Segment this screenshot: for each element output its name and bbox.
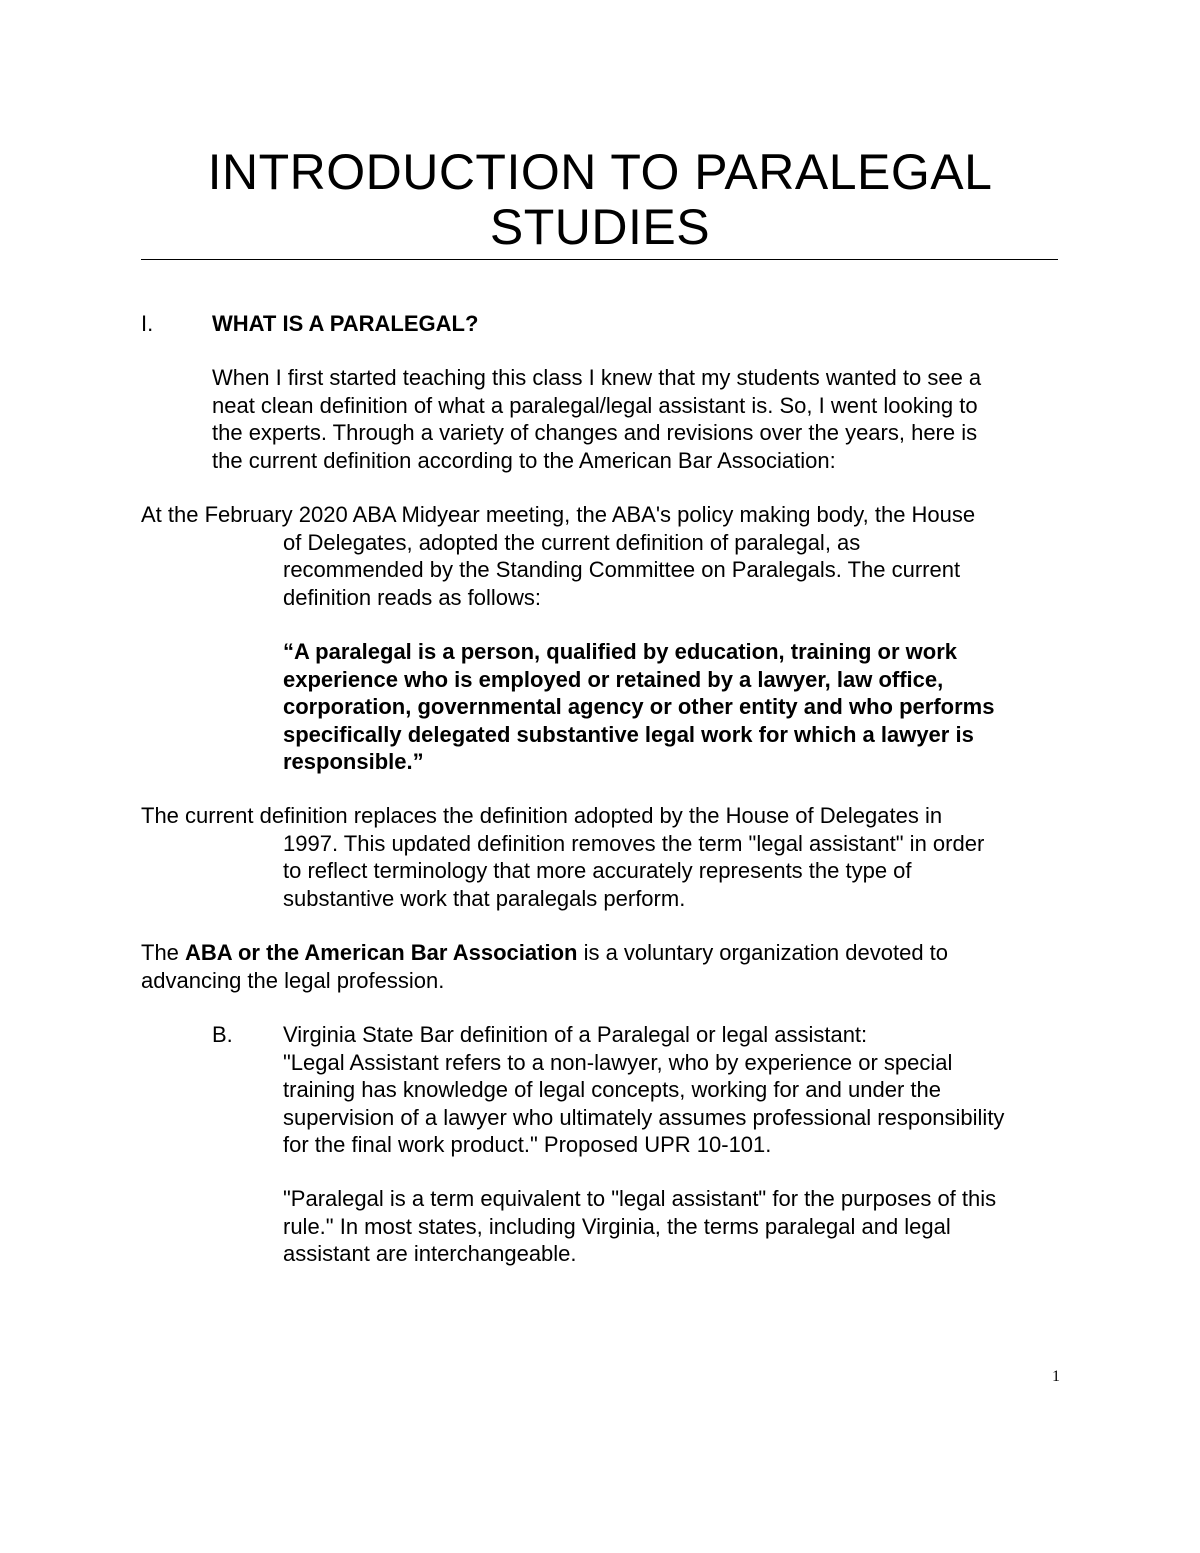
text-line: supervision of a lawyer who ultimately assumes professional responsibility [283,1104,1005,1130]
title-divider [141,259,1058,260]
text-line: neat clean definition of what a paralegal/legal assistant is. So, I went looking to [212,392,978,418]
aba-bold-term: ABA or the American Bar Association [185,940,578,965]
text-line: to reflect terminology that more accurately represents the type of [283,858,912,883]
virginia-definition-paragraph [283,1021,1073,1159]
replacement-paragraph [141,802,1200,912]
aba-meeting-paragraph [141,501,1200,611]
text-line: At the February 2020 ABA Midyear meeting, the ABA's policy making body, the House [141,502,976,527]
text-line: "Legal Assistant refers to a non-lawyer, who by experience or special [283,1049,953,1075]
text-line: training has knowledge of legal concepts, working for and under the [283,1077,941,1102]
text-line: the experts. Through a variety of changes and revisions over the years, here is [212,420,978,445]
title-line-2: STUDIES [489,199,711,255]
text-line: responsible.” [283,749,424,774]
text-line: The current definition replaces the definition adopted by the House of Delegates in [141,803,943,828]
section-b-label: B. [212,1022,233,1047]
paralegal-equivalence-paragraph [283,1185,1073,1268]
text-line: "Paralegal is a term equivalent to "legal assistant" for the purposes of this [283,1186,997,1211]
text-line: specifically delegated substantive legal work for which a lawyer is [283,721,974,747]
text-line: definition reads as follows: [283,584,542,610]
section-number: I. [141,311,154,336]
text-line: experience who is employed or retained by a lawyer, law office, [283,666,944,692]
section-heading: WHAT IS A PARALEGAL? [212,311,479,336]
text-line: 1997. This updated definition removes the term "legal assistant" in order [283,830,985,856]
intro-paragraph [212,364,1072,474]
text-line: corporation, governmental agency or other entity and who performs [283,694,995,719]
text-line: rule." In most states, including Virginia, the terms paralegal and legal [283,1213,951,1239]
page-number: 1 [1052,1368,1060,1385]
text-fragment: The [141,940,186,965]
text-line: “A paralegal is a person, qualified by education, training or work [283,639,957,664]
text-line: Virginia State Bar definition of a Paralegal or legal assistant: [283,1022,868,1047]
text-line: When I first started teaching this class I knew that my students wanted to see a [212,365,982,390]
text-line: of Delegates, adopted the current definition of paralegal, as [283,529,861,555]
aba-definition-quote [283,638,1073,776]
aba-note-paragraph [141,939,1061,994]
text-line: recommended by the Standing Committee on Paralegals. The current [283,557,961,582]
text-line: for the final work product." Proposed UPR 10-101. [283,1132,772,1157]
text-line: assistant are interchangeable. [283,1241,577,1266]
text-line: the current definition according to the American Bar Association: [212,447,836,473]
text-fragment: is a voluntary organization devoted to [577,940,949,965]
document-title [140,145,1060,255]
text-line: substantive work that paralegals perform. [283,885,686,911]
text-line: advancing the legal profession. [141,967,445,993]
title-line-1: INTRODUCTION TO PARALEGAL [207,144,993,200]
